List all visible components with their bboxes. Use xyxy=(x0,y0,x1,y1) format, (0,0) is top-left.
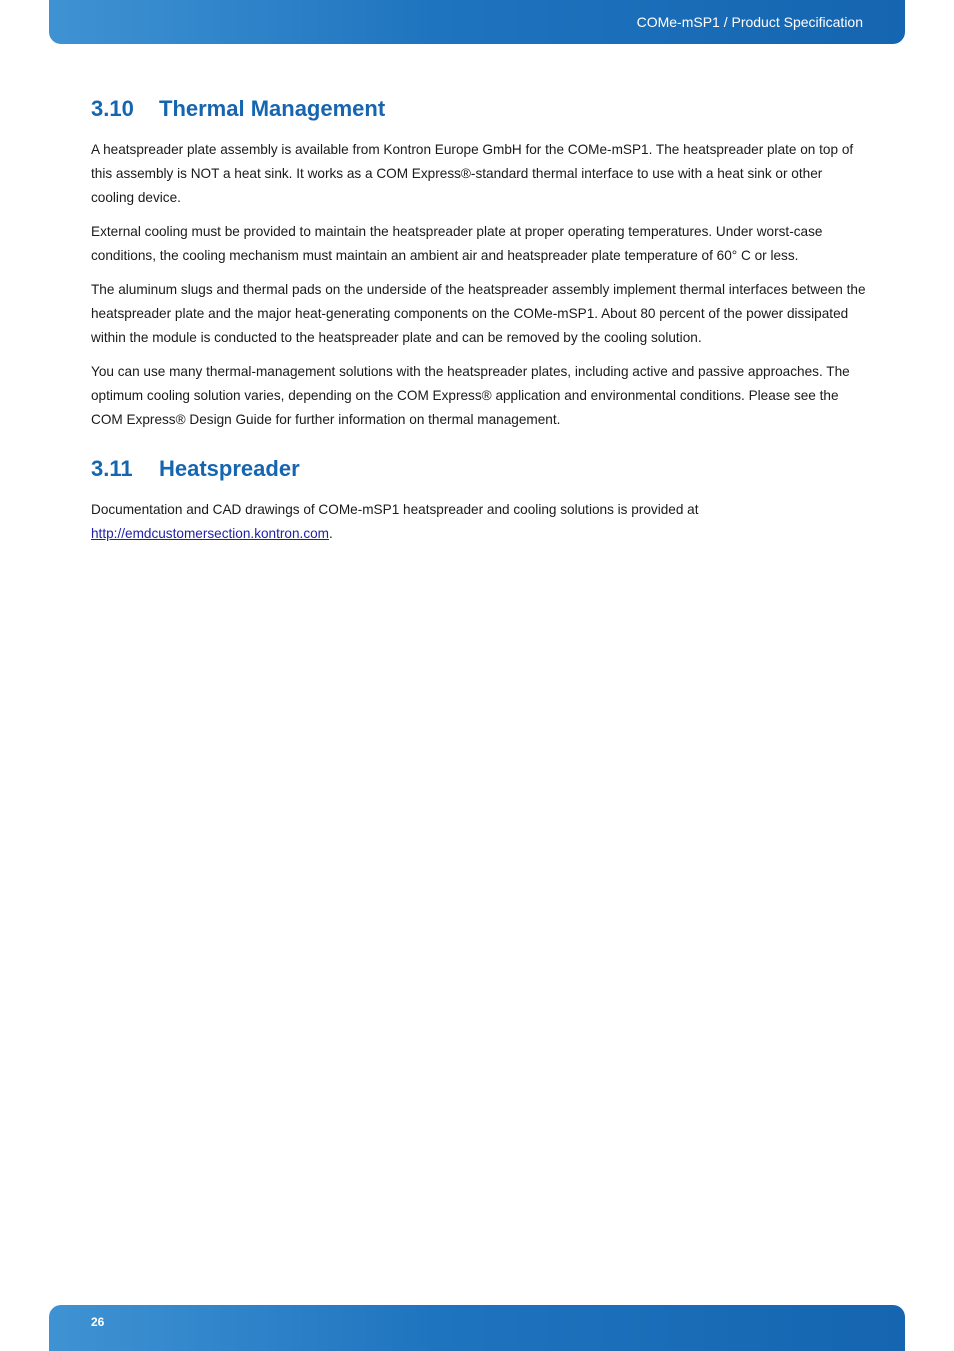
paragraph: External cooling must be provided to maintain the heatspreader plate at proper operating temperatures. Under worst-case conditions, the cooling mechanism must maintain an ambient air and heatspreader plate temperature of 60° C or less. xyxy=(91,224,823,263)
section-heading-heatspreader xyxy=(91,454,866,484)
paragraph-text: Documentation and CAD drawings of COMe-mSP1 heatspreader and cooling solutions is provided at xyxy=(91,502,699,517)
page-content xyxy=(91,94,866,556)
paragraph: The aluminum slugs and thermal pads on the underside of the heatspreader assembly implement thermal interfaces between the heatspreader plate and the major heat-generating components on the COMe-mSP1. About 80 percent of the power dissipated within the module is conducted to the heatspreader plate and can be removed by the cooling solution. xyxy=(91,282,866,345)
page-number: 26 xyxy=(91,1315,105,1329)
section-heading-thermal-management xyxy=(91,94,866,124)
section-title: Thermal Management xyxy=(159,96,386,121)
page-header-bar xyxy=(49,0,905,44)
customer-section-link[interactable]: http://emdcustomersection.kontron.com xyxy=(91,526,329,541)
section-number: 3.10 xyxy=(91,96,134,121)
page-footer-bar xyxy=(49,1305,905,1351)
paragraph: You can use many thermal-management solutions with the heatspreader plates, including active and passive approaches. The optimum cooling solution varies, depending on the COM Express® application and environmental conditions. Please see the COM Express® Design Guide for further information on thermal management. xyxy=(91,364,850,427)
paragraph-heatspreader xyxy=(91,498,866,546)
document-title: COMe-mSP1 / Product Specification xyxy=(636,14,863,30)
section-title: Heatspreader xyxy=(159,456,300,481)
section-number: 3.11 xyxy=(91,456,133,481)
trailing-period: . xyxy=(329,526,333,541)
paragraph: A heatspreader plate assembly is available from Kontron Europe GmbH for the COMe-mSP1. The heatspreader plate on top of this assembly is NOT a heat sink. It works as a COM Express®-standard thermal interface to use with a heat sink or other cooling device. xyxy=(91,142,854,205)
